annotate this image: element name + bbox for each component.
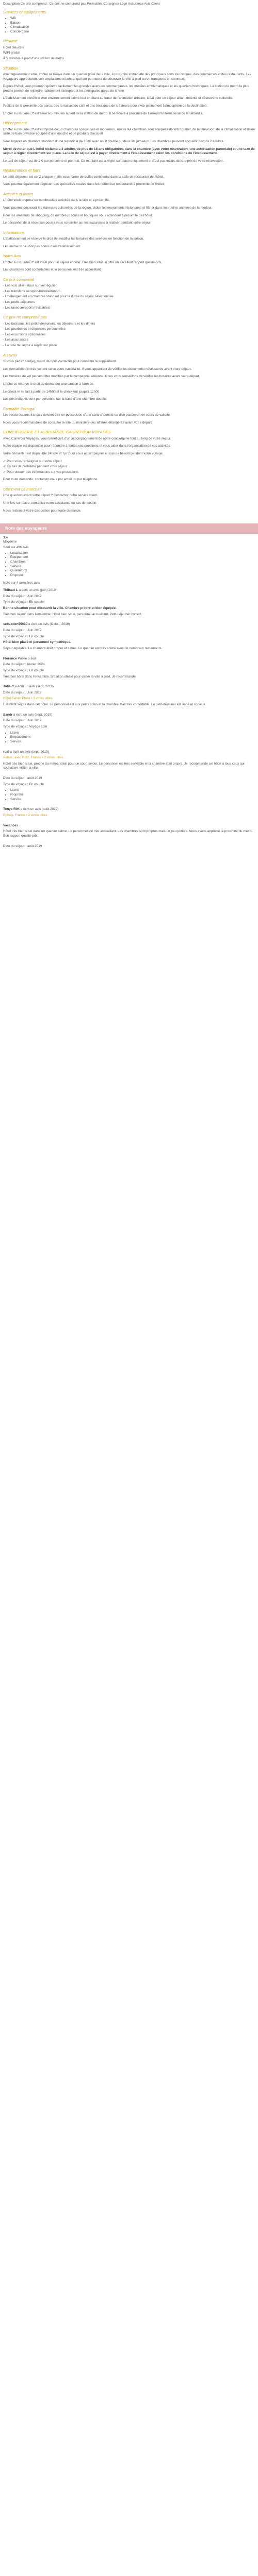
review-quote: Aahus, avec Rotz, France • 2 votes utiles bbox=[3, 756, 63, 760]
a-savoir-paragraph: Les horaires de vol peuvent être modifiés par la compagnie aérienne. Nous vous conseillons de vérifier les horaires avant votre départ. bbox=[3, 375, 200, 379]
review-criteria-item: • Literie bbox=[10, 788, 255, 793]
notre-avis-title: Notre Avis bbox=[3, 253, 21, 259]
resume-line: À 5 minutes à pied d'une station de métro bbox=[3, 56, 64, 60]
review-author[interactable]: Florence bbox=[3, 656, 17, 660]
review-criteria-item: • Propreté bbox=[10, 793, 255, 798]
criteria-item: • Qualité/prix bbox=[10, 569, 255, 573]
situation-paragraph: Depuis l'hôtel, vous pourrez rejoindre facilement les grandes avenues commerçantes, les musées emblématiques et les quartiers historiques. La station de métro la plus proche permet de rejoindre rapidement l'aéroport et les principales gares de la ville. bbox=[3, 84, 249, 93]
hebergement-paragraph: L'hôtel Tunis Lune 3* est composé de 50 chambres spacieuses et modernes. Toutes les chambres sont équipées de WIFI gratuit, de la télévision, de la climatisation et d'une salle de bain privative équipée d'une douche et de produits d'accueil. bbox=[3, 127, 255, 136]
review-item bbox=[3, 622, 255, 651]
activites-paragraph: Vous pourrez découvrir les richesses culturelles de la région, visiter les monuments historiques et flâner dans les ruelles animées de la médina. bbox=[3, 206, 213, 210]
hebergement-paragraph: Merci de noter que L'hôtel réclamera 3 adultes de plus de 18 ans obligatoires dans la chambre (avec votre réservation, une autorisation parentale) et une taxe de séjour à régler directement sur place. La taxe de séjour est à payer directement à l'établissement selon les conditions de l'établissement. bbox=[3, 147, 255, 156]
notes-bar: Note des voyageurs bbox=[0, 523, 258, 533]
ce-prix-ne-comprend-text: La taxe de séjour à régler sur place bbox=[5, 344, 57, 348]
conciergerie-item: ✓ En cas de problème pendant votre séjour bbox=[3, 465, 68, 469]
comment-title: Comment ça marche? bbox=[3, 487, 42, 492]
review-author[interactable]: sebastien55000 bbox=[3, 622, 28, 626]
a-savoir-paragraph: Le check-in se fait à partir de 14h00 et le check-out jusqu'à 12h00. bbox=[3, 389, 101, 394]
ce-prix-ne-comprend-text: Les pourboires et dépenses personnelles bbox=[5, 327, 66, 331]
situation-title: Situation bbox=[3, 65, 19, 71]
review-text: Hôtel très bien situé dans un quartier calme. Le personnel est très accueillant. Les chambres sont propres mais un peu petites. Nous avons apprécié la proximité du métro. Bon rapport qualité-prix. bbox=[3, 829, 253, 838]
criteria-item: • Équipement bbox=[10, 555, 255, 560]
ce-prix-comprend-text: L'hébergement en chambre standard pour la durée du séjour sélectionnée bbox=[5, 295, 114, 299]
restauration-paragraph: Vous pourrez également déguster des spécialités locales dans les nombreux restaurants à proximité de l'hôtel. bbox=[3, 182, 165, 187]
review-type: Type de voyage : En couple bbox=[3, 782, 44, 786]
a-savoir-paragraph: L'hôtel se réserve le droit de demander une caution à l'arrivée. bbox=[3, 382, 94, 386]
review-date: Date du séjour : Juin 2019 bbox=[3, 629, 42, 633]
ce-prix-ne-comprend-text: Les boissons, les petits-déjeuners, les déjeuners et les dîners bbox=[5, 321, 95, 326]
review-meta: a écrit un avis (juin) 2019 bbox=[19, 588, 56, 592]
situation-paragraph: L'établissement bénéficie d'un environnement calme tout en étant au cœur de l'animation urbaine, idéal pour un séjour alliant détente et découverte culturelle. bbox=[3, 96, 233, 100]
restauration-paragraph: Le petit-déjeuner est servi chaque matin sous forme de buffet continental dans la salle de restaurant de l'hôtel. bbox=[3, 175, 164, 179]
review-type: Type de voyage : Voyage solo bbox=[3, 724, 47, 728]
ce-prix-ne-comprend-text: Les excursions optionnelles bbox=[5, 332, 46, 336]
score-value: 3.4 bbox=[3, 535, 8, 539]
conciergerie-paragraph: Votre conseiller est disponible 24h/24 et 7j/7 pour vous accompagner en cas de besoin pendant votre voyage. bbox=[3, 451, 164, 455]
informations-title: Informations bbox=[3, 230, 25, 235]
ce-prix-ne-comprend-item: - Les boissons, les petits-déjeuners, les déjeuners et les dîners bbox=[3, 321, 95, 326]
review-header bbox=[3, 588, 255, 593]
ce-prix-comprend-text: Les taxes aéroport (révisables) bbox=[5, 306, 51, 310]
review-criteria bbox=[3, 731, 255, 744]
review-author[interactable]: Julie C bbox=[3, 685, 14, 689]
hotel-description-page bbox=[0, 0, 258, 858]
ce-prix-comprend-text: Les vols aller-retour sur vol régulier bbox=[5, 284, 57, 288]
a-savoir-paragraph: Les prix indiqués sont par personne sur la base d'une chambre double. bbox=[3, 397, 107, 401]
conciergerie-item: ✓ Pour vous renseigner sur votre séjour bbox=[3, 459, 62, 463]
review-text: Très bon séjour dans l'ensemble. Hôtel bien situé, personnel accueillant. Petit-déjeuner correct. bbox=[3, 612, 142, 616]
resume-line: Hôtel deluxe/e bbox=[3, 45, 24, 49]
notre-avis-paragraph: Les chambres sont confortables et le personnel est très accueillant. bbox=[3, 268, 102, 272]
review-item bbox=[3, 824, 255, 839]
review-header bbox=[3, 750, 255, 755]
informations-paragraph: L'établissement se réserve le droit de modifier les horaires des services en fonction de la saison. bbox=[3, 237, 144, 241]
review-criteria-item: • Emplacement bbox=[10, 735, 255, 740]
ce-prix-comprend-text: Les petits-déjeuners bbox=[5, 300, 35, 304]
review-date: Date du séjour : Juin 2019 bbox=[3, 594, 42, 598]
review-item bbox=[3, 588, 255, 617]
review-criteria-item: • Literie bbox=[10, 731, 255, 736]
ce-prix-comprend-title: Ce prix comprend bbox=[3, 277, 34, 282]
score-sub: Moyenne bbox=[3, 540, 17, 544]
review-type: Type de voyage : En couple bbox=[3, 634, 44, 638]
review-text: Hôtel très bien situé, proche du métro. Idéal pour un court séjour. Le personnel est très serviable et la chambre était propre. Je recommande cet hôtel à tous ceux qui souhaitent visiter la ville. bbox=[3, 761, 245, 770]
criteria-item: • Service bbox=[10, 565, 255, 569]
comment-paragraph: Nous restons à votre disposition pour toute demande. bbox=[3, 509, 82, 513]
review-item bbox=[3, 807, 255, 818]
review-author[interactable]: Thibaut L bbox=[3, 588, 18, 592]
conciergerie-paragraph: Notre équipe est disponible pour répondre à toutes vos questions et vous aider dans l'organisation de vos activités. bbox=[3, 444, 171, 448]
services-title: Services et équipements bbox=[3, 9, 46, 14]
service-item: • Wifi bbox=[10, 16, 255, 21]
service-item: • Conciergerie bbox=[10, 30, 255, 35]
ce-prix-comprend-item: - Les taxes aéroport (révisables) bbox=[3, 306, 51, 310]
review-meta: Publié 5 avis bbox=[18, 656, 37, 660]
review-criteria-item: • Service bbox=[10, 798, 255, 802]
review-item bbox=[3, 713, 255, 744]
review-date: Date du séjour : février 2024 bbox=[3, 663, 45, 667]
review-item bbox=[3, 776, 255, 802]
review-header bbox=[3, 685, 255, 689]
review-date: Date du séjour : Juin 2019 bbox=[3, 719, 42, 723]
informations-paragraph: Les animaux ne sont pas admis dans l'établissement. bbox=[3, 244, 82, 248]
review-meta: a écrit un avis (sept. 2019) bbox=[10, 750, 49, 754]
ce-prix-ne-comprend-item: - La taxe de séjour à régler sur place bbox=[3, 344, 57, 348]
review-text: Excellent séjour dans cet hôtel. Le personnel est aux petits soins et la chambre était très confortable. Le petit-déjeuner est varié et copieux. bbox=[3, 703, 206, 707]
ce-prix-ne-comprend-item: - Les excursions optionnelles bbox=[3, 332, 46, 336]
hebergement-paragraph: Vous logerez en chambre standard d'une superficie de 16m² avec un lit double ou deux lits jumeaux. Les chambres peuvent accueillir jusqu'à 2 adultes. bbox=[3, 139, 224, 143]
hebergement-paragraph: Le tarif de séjour est de 2 € par personne et par nuit. Ce montant est à régler sur place uniquement et n'est pas inclus dans le prix de votre réservation. bbox=[3, 159, 224, 163]
service-item: • Balcon bbox=[10, 21, 255, 26]
a-savoir-paragraph: Les formalités d'entrée varient selon votre nationalité. Il vous appartient de vérifier les documents nécessaires avant votre départ. bbox=[3, 367, 192, 371]
conciergerie-paragraph: Avec Carrefour Voyages, vous bénéficiez d'un accompagnement de notre conciergerie tout au long de votre séjour. bbox=[3, 436, 171, 440]
situation-paragraph: Avantageusement situé, l'hôtel se trouve dans un quartier prisé de la ville, à proximité immédiate des principaux sites touristiques, des commerces et des restaurants. Les voyageurs apprécieront son emplacement central qui leur permettra de découvrir la ville à pied ou en transports en commun. bbox=[3, 72, 251, 81]
review-date: Date du séjour : août 2019 bbox=[3, 844, 42, 848]
review-item bbox=[3, 657, 255, 680]
review-quote: Hôtel bien placé et personnel sympathique. bbox=[3, 640, 71, 645]
review-header bbox=[3, 713, 255, 718]
formalites-paragraph: Les ressortissants français doivent être en possession d'une carte d'identité ou d'un passeport en cours de validité. bbox=[3, 413, 171, 417]
resume-line: WIFI gratuit bbox=[3, 51, 21, 55]
review-meta: a écrit un avis (sept. 2019) bbox=[14, 685, 54, 689]
review-heading: Vacances bbox=[3, 823, 19, 827]
review-quote: Bonne situation pour découvrir la ville. Chambre propre et bien équipée. bbox=[3, 606, 117, 611]
description-content bbox=[0, 0, 258, 520]
review-author[interactable]: rusI bbox=[3, 750, 9, 754]
ce-prix-comprend-item: - Les petits-déjeuners bbox=[3, 300, 35, 304]
situation-paragraph: Profitez de la proximité des parcs, des terrasses de café et des boutiques de créateurs pour vivre pleinement l'atmosphère de la destination. bbox=[3, 104, 208, 108]
criteria-item: • Localisation bbox=[10, 551, 255, 556]
a-savoir-paragraph: Si vous partez seul(e), merci de nous contacter pour connaître le supplément. bbox=[3, 360, 117, 364]
review-date: Date du séjour : août 2019 bbox=[3, 776, 42, 781]
review-quote: Hôtel Farrell Plaza • 3 votes utiles bbox=[3, 697, 53, 701]
count-label: Noté sur 4 dernières avis bbox=[3, 581, 40, 585]
review-header bbox=[3, 657, 255, 662]
criteria-item: • Propreté bbox=[10, 573, 255, 578]
review-criteria-item: • Service bbox=[10, 740, 255, 744]
a-savoir-title: A savoir bbox=[3, 352, 18, 358]
conciergerie-paragraph: Pour toute demande, contactez-nous par email ou par téléphone. bbox=[3, 478, 99, 482]
review-date: Date du séjour : Juin 2019 bbox=[3, 690, 42, 694]
review-item bbox=[3, 844, 255, 849]
review-text: Séjour agréable. La chambre était propre et calme. Le quartier est très animé avec de nombreux restaurants. bbox=[3, 646, 163, 650]
review-author[interactable]: Tonys R94 bbox=[3, 807, 20, 811]
ce-prix-ne-comprend-item: - Les assurances bbox=[3, 338, 28, 342]
review-meta: a écrit un avis (sept. 2019) bbox=[13, 713, 53, 717]
review-quote: Epinay, France • 3 votes utiles bbox=[3, 813, 47, 817]
ce-prix-comprend-item: - Les vols aller-retour sur vol régulier bbox=[3, 284, 57, 288]
comment-paragraph: Une question avant votre départ ? Contactez notre service client. bbox=[3, 494, 98, 498]
review-criteria bbox=[3, 788, 255, 802]
review-author[interactable]: Sandr bbox=[3, 713, 13, 717]
ce-prix-ne-comprend-text: Les assurances bbox=[5, 338, 28, 342]
formalites-title: Formalité Portugal bbox=[3, 406, 36, 411]
service-item: • Climatisation bbox=[10, 25, 255, 30]
conciergerie-item-text: Pour vous renseigner sur votre séjour bbox=[7, 459, 62, 463]
conciergerie-item-text: Pour obtenir des informations sur vos prestations bbox=[7, 470, 79, 474]
review-type: Type de voyage : En couple bbox=[3, 668, 44, 672]
criteria-list bbox=[3, 551, 255, 578]
ce-prix-comprend-text: Les transferts aéroport/hôtel/aéroport bbox=[5, 289, 60, 293]
conciergerie-title: CONCIERGERIE ET ASSISTANCE CARREFOUR VOYAGES bbox=[3, 430, 111, 435]
review-item bbox=[3, 750, 255, 771]
review-item bbox=[3, 685, 255, 707]
activites-title: Activités et loisirs bbox=[3, 191, 34, 196]
restauration-title: Restaurations et bars bbox=[3, 168, 41, 173]
criteria-item: • Chambres bbox=[10, 560, 255, 565]
intro-line: Description Ce prix comprend : Ce prix ne comprend pas Formalités Consignes Loge Assurance Avis Client bbox=[3, 2, 160, 6]
services-list bbox=[3, 16, 255, 35]
ce-prix-ne-comprend-pas-title: Ce prix ne comprend pas bbox=[3, 315, 47, 320]
resume-title: Résumé bbox=[3, 39, 18, 44]
review-meta: a écrit un avis (août 2019) bbox=[20, 807, 59, 811]
review-text: Très bon hôtel dans l'ensemble. Situation idéale pour visiter la ville à pied. Je recommande. bbox=[3, 674, 137, 679]
activites-paragraph: Le personnel de la réception pourra vous conseiller sur les excursions à réaliser pendant votre séjour. bbox=[3, 221, 152, 225]
hebergement-title: Hébergement bbox=[3, 121, 27, 126]
conciergerie-item: ✓ Pour obtenir des informations sur vos prestations bbox=[3, 470, 79, 474]
ce-prix-comprend-item: - Les transferts aéroport/hôtel/aéroport bbox=[3, 289, 60, 293]
review-header bbox=[3, 622, 255, 627]
situation-paragraph: L'hôtel Tunis Lune 3* est situé à 5 minutes à pied de la station de métro. Il se trouve à proximité de l'aéroport international de la Lebanza. bbox=[3, 111, 203, 115]
ce-prix-comprend-item: - L'hébergement en chambre standard pour la durée du séjour sélectionnée bbox=[3, 295, 114, 299]
notre-avis-paragraph: L'hôtel Tunis Lune 3* est idéal pour un séjour en ville. Très bien situé, il offre un excellent rapport qualité-prix. bbox=[3, 260, 163, 264]
rating-label: Sont sur 496 Avis bbox=[3, 546, 29, 550]
review-type: Type de voyage : En couple bbox=[3, 600, 44, 604]
conciergerie-item-text: En cas de problème pendant votre séjour bbox=[7, 465, 68, 469]
reviews-section bbox=[0, 534, 258, 858]
activites-paragraph: L'hôtel vous propose de nombreuses activités dans la ville et à proximité. bbox=[3, 198, 110, 202]
ce-prix-ne-comprend-item: - Les pourboires et dépenses personnelles bbox=[3, 327, 66, 331]
review-header bbox=[3, 807, 255, 812]
comment-paragraph: Une fois sur place, contactez notre assistance en cas de besoin. bbox=[3, 501, 98, 505]
formalites-paragraph: Nous vous recommandons de consulter le site du ministère des affaires étrangères avant votre départ. bbox=[3, 420, 153, 425]
activites-paragraph: Pour les amateurs de shopping, de nombreux souks et boutiques vous attendent à proximité de l'hôtel. bbox=[3, 213, 153, 217]
review-meta: a écrit un avis (Octo... 2019) bbox=[28, 622, 70, 626]
